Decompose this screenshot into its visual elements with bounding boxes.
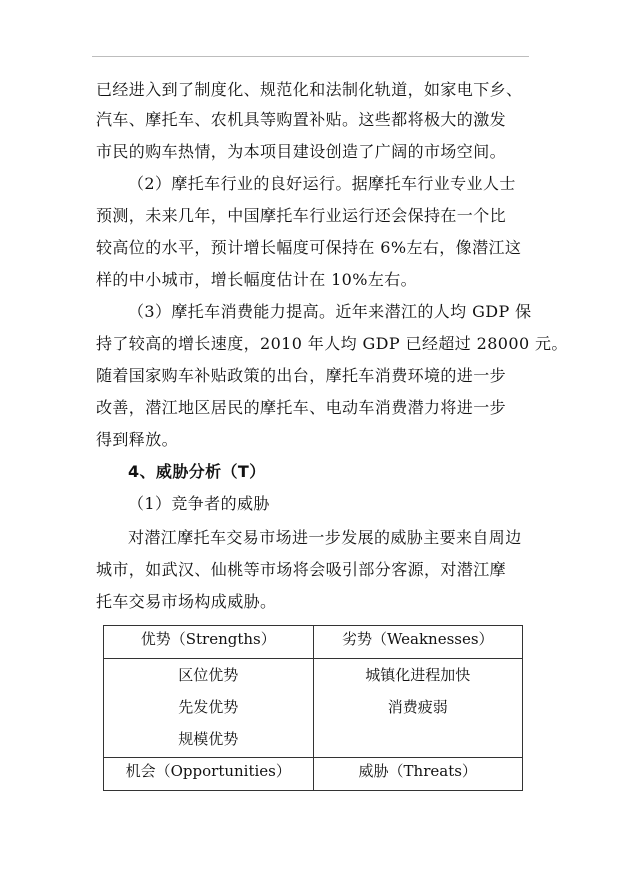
header-rule xyxy=(92,56,529,57)
section-heading: 4、威胁分析（T） xyxy=(128,462,266,481)
strength-item: 区位优势 xyxy=(178,666,239,684)
paragraph-line: 较高位的水平，预计增长幅度可保持在 6%左右，像潜江这 xyxy=(96,238,522,257)
paragraph-line: 随着国家购车补贴政策的出台，摩托车消费环境的进一步 xyxy=(96,366,507,385)
paragraph-line: 汽车、摩托车、农机具等购置补贴。这些都将极大的激发 xyxy=(96,110,507,129)
paragraph-line: 持了较高的增长速度，2010 年人均 GDP 已经超过 28000 元。 xyxy=(96,334,568,353)
paragraph-line: 预测，未来几年，中国摩托车行业运行还会保持在一个比 xyxy=(96,206,507,225)
paragraph-line: 市民的购车热情，为本项目建设创造了广阔的市场空间。 xyxy=(96,142,507,161)
opportunities-header: 机会（Opportunities） xyxy=(104,758,314,791)
paragraph-line: 已经进入到了制度化、规范化和法制化轨道，如家电下乡、 xyxy=(96,80,523,99)
paragraph-line: 样的中小城市，增长幅度估计在 10%左右。 xyxy=(96,270,418,289)
paragraph-line: 托车交易市场构成威胁。 xyxy=(96,592,277,611)
paragraph-line: 得到释放。 xyxy=(96,430,179,449)
subsection-heading: （1）竞争者的威胁 xyxy=(128,494,270,513)
strengths-cell xyxy=(104,659,314,758)
threats-header: 威胁（Threats） xyxy=(313,758,523,791)
strength-item: 先发优势 xyxy=(178,698,239,716)
paragraph-line: 改善，潜江地区居民的摩托车、电动车消费潜力将进一步 xyxy=(96,398,507,417)
strength-item: 规模优势 xyxy=(178,730,239,748)
paragraph-line: 城市，如武汉、仙桃等市场将会吸引部分客源，对潜江摩 xyxy=(96,560,507,579)
strengths-header: 优势（Strengths） xyxy=(104,626,314,659)
swot-table xyxy=(103,625,523,791)
weakness-item: 城镇化进程加快 xyxy=(365,666,471,684)
paragraph-line: 对潜江摩托车交易市场进一步发展的威胁主要来自周边 xyxy=(128,528,522,547)
paragraph-line: （3）摩托车消费能力提高。近年来潜江的人均 GDP 保 xyxy=(128,302,532,321)
weaknesses-cell xyxy=(313,659,523,758)
weaknesses-header: 劣势（Weaknesses） xyxy=(313,626,523,659)
paragraph-line: （2）摩托车行业的良好运行。据摩托车行业专业人士 xyxy=(128,174,516,193)
weakness-item: 消费疲弱 xyxy=(387,698,448,716)
